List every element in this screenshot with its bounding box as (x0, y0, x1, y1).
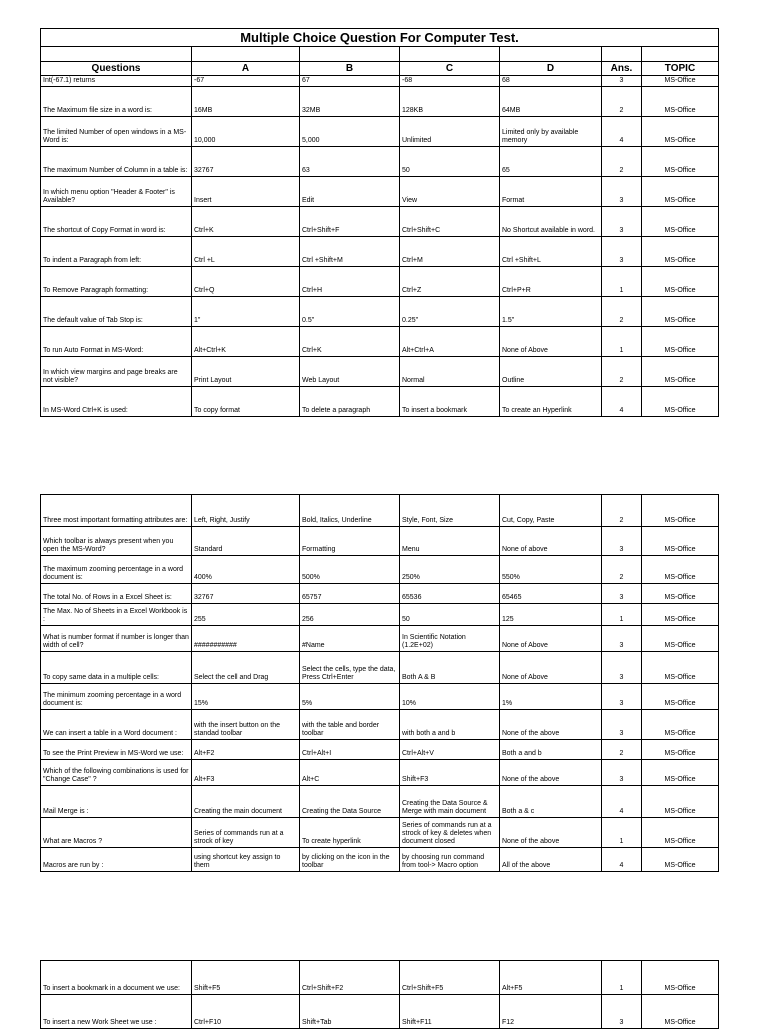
topic-cell: MS-Office (642, 848, 719, 872)
option-c-cell: with both a and b (400, 710, 500, 740)
question-row (41, 848, 719, 872)
option-b-cell: Ctrl+Shift+F2 (300, 961, 400, 995)
header-c: C (400, 62, 500, 76)
option-a-cell: using shortcut key assign to them (192, 848, 300, 872)
question-row (41, 357, 719, 387)
question-cell: To copy same data in a multiple cells: (41, 652, 192, 684)
option-c-cell: 50 (400, 604, 500, 626)
topic-cell: MS-Office (642, 207, 719, 237)
topic-cell: MS-Office (642, 684, 719, 710)
option-a-cell: Print Layout (192, 357, 300, 387)
answer-cell: 4 (602, 387, 642, 417)
option-c-cell: Normal (400, 357, 500, 387)
option-c-cell: 65536 (400, 584, 500, 604)
topic-cell: MS-Office (642, 527, 719, 556)
option-b-cell: To delete a paragraph (300, 387, 400, 417)
question-row (41, 527, 719, 556)
question-cell: The Max. No of Sheets in a Excel Workbook is : (41, 604, 192, 626)
option-c-cell: Creating the Data Source & Merge with main document (400, 786, 500, 818)
topic-cell: MS-Office (642, 387, 719, 417)
option-d-cell: Limited only by available memory (500, 117, 602, 147)
answer-cell: 3 (602, 584, 642, 604)
question-table-2 (40, 494, 719, 872)
option-b-cell: To create hyperlink (300, 818, 400, 848)
question-row (41, 297, 719, 327)
option-b-cell: 0.5" (300, 297, 400, 327)
topic-cell: MS-Office (642, 710, 719, 740)
topic-cell: MS-Office (642, 237, 719, 267)
option-a-cell: 1" (192, 297, 300, 327)
option-d-cell: 1% (500, 684, 602, 710)
question-row (41, 684, 719, 710)
answer-cell: 3 (602, 684, 642, 710)
topic-cell: MS-Office (642, 584, 719, 604)
option-a-cell: Ctrl +L (192, 237, 300, 267)
option-b-cell: 500% (300, 556, 400, 584)
question-table-1 (40, 28, 719, 417)
question-cell: The total No. of Rows in a Excel Sheet is: (41, 584, 192, 604)
option-d-cell: 550% (500, 556, 602, 584)
question-cell: The shortcut of Copy Format in word is: (41, 207, 192, 237)
option-b-cell: Ctrl +Shift+M (300, 237, 400, 267)
option-b-cell: #Name (300, 626, 400, 652)
option-a-cell: 400% (192, 556, 300, 584)
topic-cell: MS-Office (642, 147, 719, 177)
option-c-cell: 0.25" (400, 297, 500, 327)
option-c-cell: In Scientific Notation (1.2E+02) (400, 626, 500, 652)
question-row (41, 760, 719, 786)
option-d-cell: 65 (500, 147, 602, 177)
question-row (41, 207, 719, 237)
option-d-cell: All of the above (500, 848, 602, 872)
question-cell: Int(-67.1) returns (41, 76, 192, 87)
topic-cell: MS-Office (642, 740, 719, 760)
topic-cell: MS-Office (642, 995, 719, 1029)
option-b-cell: Bold, Italics, Underline (300, 495, 400, 527)
answer-cell: 1 (602, 327, 642, 357)
option-a-cell: Ctrl+K (192, 207, 300, 237)
topic-cell: MS-Office (642, 652, 719, 684)
question-cell: To insert a new Work Sheet we use : (41, 995, 192, 1029)
option-d-cell: Format (500, 177, 602, 207)
question-cell: What is number format if number is longer than width of cell? (41, 626, 192, 652)
topic-cell: MS-Office (642, 786, 719, 818)
option-a-cell: -67 (192, 76, 300, 87)
option-a-cell: Shift+F5 (192, 961, 300, 995)
option-b-cell: Alt+C (300, 760, 400, 786)
option-c-cell: -68 (400, 76, 500, 87)
header-ans: Ans. (602, 62, 642, 76)
question-cell: Three most important formatting attributes are: (41, 495, 192, 527)
option-a-cell: 32767 (192, 584, 300, 604)
option-a-cell: Ctrl+F10 (192, 995, 300, 1029)
question-row (41, 177, 719, 207)
option-b-cell: Formatting (300, 527, 400, 556)
answer-cell: 3 (602, 710, 642, 740)
question-row (41, 626, 719, 652)
topic-cell: MS-Office (642, 760, 719, 786)
question-row (41, 584, 719, 604)
option-c-cell: Shift+F3 (400, 760, 500, 786)
option-d-cell: Cut, Copy, Paste (500, 495, 602, 527)
option-c-cell: Ctrl+M (400, 237, 500, 267)
question-cell: To Remove Paragraph formatting: (41, 267, 192, 297)
option-d-cell: None of the above (500, 760, 602, 786)
topic-cell: MS-Office (642, 76, 719, 87)
option-c-cell: Menu (400, 527, 500, 556)
question-row (41, 117, 719, 147)
question-cell: The default value of Tab Stop is: (41, 297, 192, 327)
option-d-cell: Both a & c (500, 786, 602, 818)
option-b-cell: 67 (300, 76, 400, 87)
option-a-cell: 10,000 (192, 117, 300, 147)
answer-cell: 1 (602, 961, 642, 995)
answer-cell: 3 (602, 76, 642, 87)
question-cell: Which toolbar is always present when you open the MS-Word? (41, 527, 192, 556)
answer-cell: 2 (602, 556, 642, 584)
option-a-cell: with the insert button on the standad toolbar (192, 710, 300, 740)
topic-cell: MS-Office (642, 267, 719, 297)
option-b-cell: Web Layout (300, 357, 400, 387)
option-d-cell: 65465 (500, 584, 602, 604)
option-b-cell: 256 (300, 604, 400, 626)
question-cell: To insert a bookmark in a document we use: (41, 961, 192, 995)
question-cell: The maximum Number of Column in a table is: (41, 147, 192, 177)
question-cell: Which of the following combinations is used for "Change Case" ? (41, 760, 192, 786)
option-b-cell: 65757 (300, 584, 400, 604)
answer-cell: 4 (602, 117, 642, 147)
question-row (41, 237, 719, 267)
question-row (41, 76, 719, 87)
option-b-cell: Creating the Data Source (300, 786, 400, 818)
question-row (41, 818, 719, 848)
question-cell: Mail Merge is : (41, 786, 192, 818)
option-a-cell: 15% (192, 684, 300, 710)
option-a-cell: Alt+F2 (192, 740, 300, 760)
option-a-cell: Creating the main document (192, 786, 300, 818)
option-a-cell: Alt+Ctrl+K (192, 327, 300, 357)
option-c-cell: To insert a bookmark (400, 387, 500, 417)
option-d-cell: To create an Hyperlink (500, 387, 602, 417)
option-b-cell: 63 (300, 147, 400, 177)
question-cell: To see the Print Preview in MS-Word we use: (41, 740, 192, 760)
option-c-cell: Series of commands run at a strock of key & deletes when document closed (400, 818, 500, 848)
answer-cell: 2 (602, 740, 642, 760)
answer-cell: 3 (602, 626, 642, 652)
option-d-cell: F12 (500, 995, 602, 1029)
option-b-cell: Ctrl+H (300, 267, 400, 297)
question-row (41, 740, 719, 760)
topic-cell: MS-Office (642, 117, 719, 147)
question-row (41, 87, 719, 117)
option-d-cell: 125 (500, 604, 602, 626)
question-row (41, 786, 719, 818)
option-b-cell: Edit (300, 177, 400, 207)
topic-cell: MS-Office (642, 818, 719, 848)
option-d-cell: Ctrl+P+R (500, 267, 602, 297)
topic-cell: MS-Office (642, 961, 719, 995)
option-a-cell: 255 (192, 604, 300, 626)
answer-cell: 1 (602, 604, 642, 626)
option-c-cell: Shift+F11 (400, 995, 500, 1029)
option-d-cell: None of the above (500, 818, 602, 848)
question-cell: In which view margins and page breaks are not visible? (41, 357, 192, 387)
section-1-body (41, 76, 719, 417)
option-d-cell: No Shortcut available in word. (500, 207, 602, 237)
option-b-cell: Select the cells, type the data, Press Ctrl+Enter (300, 652, 400, 684)
option-c-cell: Unlimited (400, 117, 500, 147)
topic-cell: MS-Office (642, 556, 719, 584)
topic-cell: MS-Office (642, 495, 719, 527)
answer-cell: 2 (602, 495, 642, 527)
option-c-cell: 10% (400, 684, 500, 710)
option-a-cell: To copy format (192, 387, 300, 417)
option-b-cell: by clicking on the icon in the toolbar (300, 848, 400, 872)
option-c-cell: Style, Font, Size (400, 495, 500, 527)
header-topic: TOPIC (642, 62, 719, 76)
question-table-3 (40, 960, 719, 1029)
header-questions: Questions (41, 62, 192, 76)
option-a-cell: Left, Right, Justify (192, 495, 300, 527)
option-a-cell: Select the cell and Drag (192, 652, 300, 684)
answer-cell: 1 (602, 818, 642, 848)
question-row (41, 961, 719, 995)
header-a: A (192, 62, 300, 76)
question-row (41, 327, 719, 357)
answer-cell: 3 (602, 527, 642, 556)
topic-cell: MS-Office (642, 87, 719, 117)
question-cell: The minimum zooming percentage in a word document is: (41, 684, 192, 710)
section-2-body (41, 495, 719, 872)
question-cell: In MS-Word Ctrl+K is used: (41, 387, 192, 417)
answer-cell: 2 (602, 147, 642, 177)
option-d-cell: Both a and b (500, 740, 602, 760)
answer-cell: 3 (602, 207, 642, 237)
question-row (41, 267, 719, 297)
option-b-cell: Ctrl+Alt+I (300, 740, 400, 760)
topic-cell: MS-Office (642, 357, 719, 387)
option-b-cell: Ctrl+K (300, 327, 400, 357)
option-d-cell: 64MB (500, 87, 602, 117)
header-b: B (300, 62, 400, 76)
option-a-cell: 32767 (192, 147, 300, 177)
topic-cell: MS-Office (642, 177, 719, 207)
option-c-cell: 250% (400, 556, 500, 584)
answer-cell: 3 (602, 760, 642, 786)
header-d: D (500, 62, 602, 76)
option-c-cell: by choosing run command from tool-> Macro option (400, 848, 500, 872)
option-c-cell: 50 (400, 147, 500, 177)
option-d-cell: None of Above (500, 652, 602, 684)
answer-cell: 3 (602, 237, 642, 267)
topic-cell: MS-Office (642, 297, 719, 327)
answer-cell: 2 (602, 87, 642, 117)
option-d-cell: None of Above (500, 626, 602, 652)
option-b-cell: with the table and border toolbar (300, 710, 400, 740)
answer-cell: 3 (602, 995, 642, 1029)
question-cell: The limited Number of open windows in a MS-Word is: (41, 117, 192, 147)
option-a-cell: Series of commands run at a strock of key (192, 818, 300, 848)
answer-cell: 3 (602, 652, 642, 684)
option-b-cell: 5,000 (300, 117, 400, 147)
question-cell: We can insert a table in a Word document : (41, 710, 192, 740)
answer-cell: 4 (602, 848, 642, 872)
answer-cell: 4 (602, 786, 642, 818)
option-a-cell: ########### (192, 626, 300, 652)
answer-cell: 2 (602, 357, 642, 387)
option-d-cell: None of the above (500, 710, 602, 740)
option-c-cell: Ctrl+Alt+V (400, 740, 500, 760)
option-c-cell: Both A & B (400, 652, 500, 684)
option-a-cell: Alt+F3 (192, 760, 300, 786)
option-d-cell: Outline (500, 357, 602, 387)
answer-cell: 1 (602, 267, 642, 297)
option-b-cell: Ctrl+Shift+F (300, 207, 400, 237)
option-a-cell: Insert (192, 177, 300, 207)
question-row (41, 147, 719, 177)
answer-cell: 2 (602, 297, 642, 327)
option-d-cell: Ctrl +Shift+L (500, 237, 602, 267)
question-cell: In which menu option "Header & Footer" is Available? (41, 177, 192, 207)
page-title: Multiple Choice Question For Computer Test. (41, 29, 719, 47)
option-d-cell: None of above (500, 527, 602, 556)
option-c-cell: 128KB (400, 87, 500, 117)
option-c-cell: Ctrl+Z (400, 267, 500, 297)
answer-cell: 3 (602, 177, 642, 207)
question-row (41, 387, 719, 417)
option-a-cell: 16MB (192, 87, 300, 117)
option-c-cell: Ctrl+Shift+C (400, 207, 500, 237)
topic-cell: MS-Office (642, 327, 719, 357)
question-cell: To indent a Paragraph from left: (41, 237, 192, 267)
question-cell: What are Macros ? (41, 818, 192, 848)
option-c-cell: Alt+Ctrl+A (400, 327, 500, 357)
option-a-cell: Ctrl+Q (192, 267, 300, 297)
question-cell: The Maximum file size in a word is: (41, 87, 192, 117)
question-cell: Macros are run by : (41, 848, 192, 872)
topic-cell: MS-Office (642, 626, 719, 652)
option-b-cell: 5% (300, 684, 400, 710)
option-b-cell: Shift+Tab (300, 995, 400, 1029)
topic-cell: MS-Office (642, 604, 719, 626)
option-d-cell: None of Above (500, 327, 602, 357)
question-row (41, 652, 719, 684)
option-a-cell: Standard (192, 527, 300, 556)
question-row (41, 995, 719, 1029)
option-c-cell: Ctrl+Shift+F5 (400, 961, 500, 995)
option-d-cell: 1.5" (500, 297, 602, 327)
question-row (41, 495, 719, 527)
section-3-body (41, 961, 719, 1029)
question-cell: To run Auto Format in MS-Word: (41, 327, 192, 357)
question-cell: The maximum zooming percentage in a word document is: (41, 556, 192, 584)
option-d-cell: 68 (500, 76, 602, 87)
option-b-cell: 32MB (300, 87, 400, 117)
option-c-cell: View (400, 177, 500, 207)
option-d-cell: Alt+F5 (500, 961, 602, 995)
question-row (41, 710, 719, 740)
question-row (41, 604, 719, 626)
question-row (41, 556, 719, 584)
